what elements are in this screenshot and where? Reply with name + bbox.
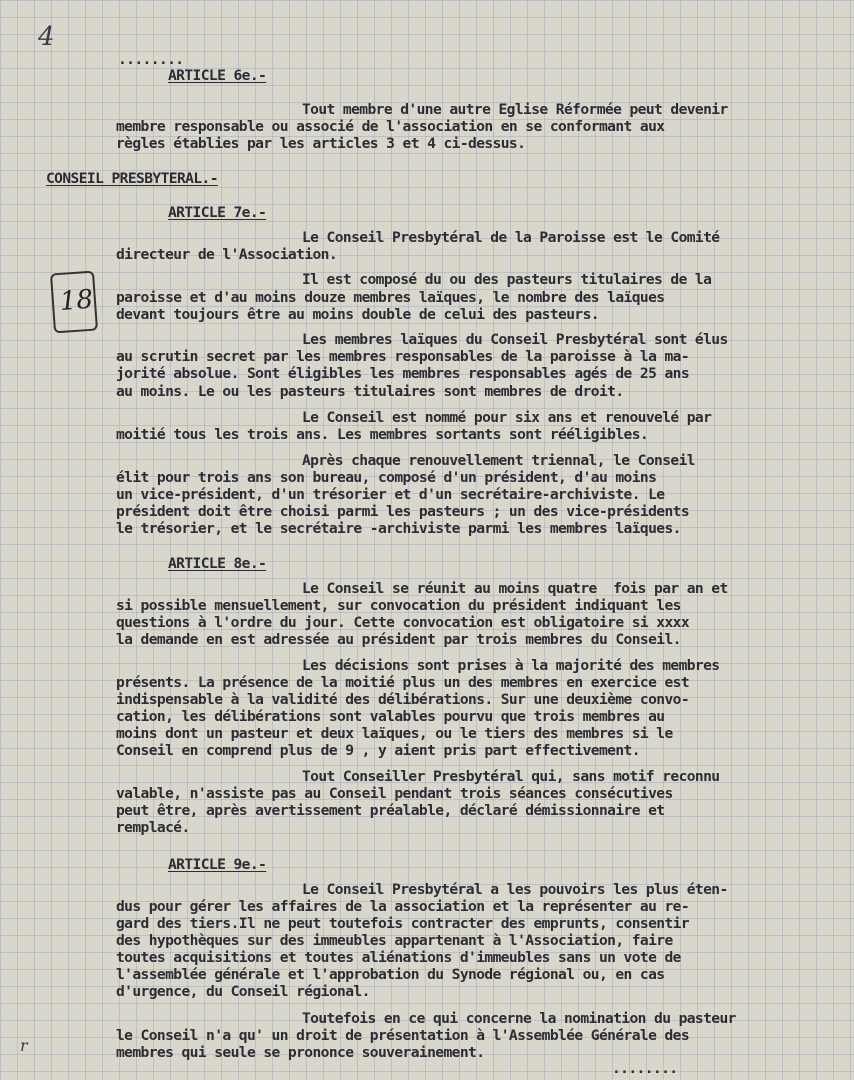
article-8-line: Tout Conseiller Presbytéral qui, sans motif reconnu bbox=[302, 768, 720, 785]
article-6-line: Tout membre d'une autre Eglise Réformée peut devenir bbox=[302, 101, 728, 118]
article-9-line: des hypothèques sur des immeubles appartenant à l'Association, faire bbox=[116, 932, 673, 949]
article-9-line: gard des tiers.Il ne peut toutefois contracter des emprunts, consentir bbox=[116, 915, 690, 932]
article-9-line: dus pour gérer les affaires de la association et la représenter au re- bbox=[116, 898, 690, 915]
article-9-line: d'urgence, du Conseil régional. bbox=[116, 983, 370, 1000]
article-9-line: membres qui seule se prononce souverainement. bbox=[116, 1044, 485, 1061]
page-number-stamp: 18 bbox=[50, 271, 98, 334]
article-7-line: élit pour trois ans son bureau, composé d'un président, d'au moins bbox=[116, 469, 657, 486]
article-8-line: peut être, après avertissement préalable, déclaré démissionnaire et bbox=[116, 802, 665, 819]
article-8-line: remplacé. bbox=[116, 819, 190, 836]
article-9-heading: ARTICLE 9e.- bbox=[168, 856, 267, 873]
corner-handwritten-mark: 4 bbox=[38, 22, 55, 52]
article-7-line: Après chaque renouvellement triennal, le Conseil bbox=[302, 452, 695, 469]
article-8-line: Conseil en comprend plus de 9 , y aient pris part effectivement. bbox=[116, 742, 640, 759]
article-9-line: l'assemblée générale et l'approbation du Synode régional ou, en cas bbox=[116, 966, 665, 983]
article-8-line: si possible mensuellement, sur convocation du président indiquant les bbox=[116, 597, 681, 614]
bottom-handwritten-mark: r bbox=[20, 1036, 28, 1055]
article-8-line: la demande en est adressée au président par trois membres du Conseil. bbox=[116, 631, 681, 648]
article-8-line: Les décisions sont prises à la majorité des membres bbox=[302, 657, 720, 674]
article-8-line: présents. La présence de la moitié plus un des membres en exercice est bbox=[116, 674, 690, 691]
article-7-line: au scrutin secret par les membres responsables de la paroisse à la ma- bbox=[116, 348, 690, 365]
article-9-line: le Conseil n'a qu' un droit de présentation à l'Assemblée Générale des bbox=[116, 1027, 690, 1044]
article-7-line: jorité absolue. Sont éligibles les membres responsables agés de 25 ans bbox=[116, 365, 690, 382]
article-7-line: Le Conseil Presbytéral de la Paroisse est le Comité bbox=[302, 229, 720, 246]
article-7-line: le trésorier, et le secrétaire -archiviste parmi les membres laïques. bbox=[116, 520, 681, 537]
article-8-heading: ARTICLE 8e.- bbox=[168, 555, 267, 572]
article-7-line: président doit être choisi parmi les pasteurs ; un des vice-présidents bbox=[116, 503, 690, 520]
article-7-line: Le Conseil est nommé pour six ans et renouvelé par bbox=[302, 409, 712, 426]
article-7-line: Les membres laïques du Conseil Presbytéral sont élus bbox=[302, 331, 728, 348]
article-7-line: devant toujours être au moins double de celui des pasteurs. bbox=[116, 306, 599, 323]
article-6-line: règles établies par les articles 3 et 4 ci-dessus. bbox=[116, 135, 526, 152]
article-8-line: valable, n'assiste pas au Conseil pendant trois séances consécutives bbox=[116, 785, 673, 802]
top-dots: ........ bbox=[118, 51, 184, 68]
article-6-heading: ARTICLE 6e.- bbox=[168, 67, 267, 84]
article-8-line: Le Conseil se réunit au moins quatre fois par an et bbox=[302, 580, 728, 597]
article-8-line: moins dont un pasteur et deux laïques, ou le tiers des membres si le bbox=[116, 725, 673, 742]
article-9-line: Toutefois en ce qui concerne la nomination du pasteur bbox=[302, 1010, 736, 1027]
article-7-line: directeur de l'Association. bbox=[116, 246, 338, 263]
article-7-line: paroisse et d'au moins douze membres laïques, le nombre des laïques bbox=[116, 289, 665, 306]
article-7-line: moitié tous les trois ans. Les membres sortants sont rééligibles. bbox=[116, 426, 649, 443]
article-9-line: toutes acquisitions et toutes aliénations d'immeubles sans un vote de bbox=[116, 949, 681, 966]
article-8-line: cation, les délibérations sont valables pourvu que trois membres au bbox=[116, 708, 665, 725]
article-7-line: au moins. Le ou les pasteurs titulaires sont membres de droit. bbox=[116, 383, 624, 400]
bottom-dots: ........ bbox=[612, 1060, 678, 1077]
section-heading: CONSEIL PRESBYTERAL.- bbox=[46, 170, 218, 187]
article-8-line: questions à l'ordre du jour. Cette convocation est obligatoire si xxxx bbox=[116, 614, 690, 631]
article-7-heading: ARTICLE 7e.- bbox=[168, 204, 267, 221]
article-7-line: Il est composé du ou des pasteurs titulaires de la bbox=[302, 271, 712, 288]
article-6-line: membre responsable ou associé de l'association en se conformant aux bbox=[116, 118, 665, 135]
article-7-line: un vice-président, d'un trésorier et d'un secrétaire-archiviste. Le bbox=[116, 486, 665, 503]
article-8-line: indispensable à la validité des délibérations. Sur une deuxième convo- bbox=[116, 691, 690, 708]
article-9-line: Le Conseil Presbytéral a les pouvoirs les plus éten- bbox=[302, 881, 728, 898]
